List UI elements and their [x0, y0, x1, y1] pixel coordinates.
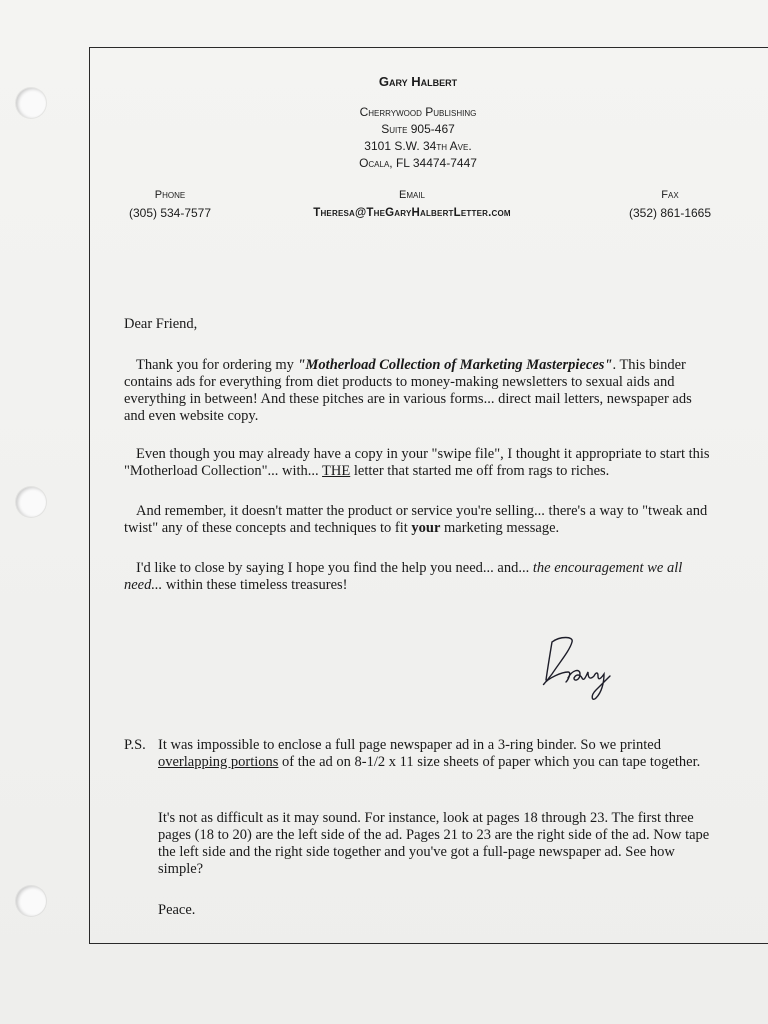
- paragraph-3: [124, 503, 716, 537]
- p3-your: your: [411, 520, 441, 536]
- phone-label: Phone: [154, 189, 186, 201]
- paragraph-2: [124, 446, 716, 480]
- ps1-text-a: It was impossible to enclose a full page newspaper ad in a 3-ring binder. So we printed: [158, 737, 661, 753]
- letterhead-name: Gary Halbert: [378, 74, 458, 89]
- signature: [538, 632, 628, 702]
- p4-text-b: within these timeless treasures!: [162, 577, 348, 593]
- contact-phone: [112, 186, 228, 222]
- ps-paragraph-1: [158, 737, 716, 771]
- company-name: Cherrywood Publishing: [359, 105, 477, 119]
- greeting: Dear Friend,: [124, 316, 198, 332]
- phone-value: (305) 534-7577: [128, 206, 212, 220]
- p4-text-a: I'd like to close by saying I hope you find the help you need... and...: [136, 560, 533, 576]
- ps1-underlined: overlapping portions: [158, 754, 279, 770]
- p3-text-b: marketing message.: [440, 520, 560, 536]
- binder-hole-middle: [16, 487, 46, 517]
- paragraph-4: [124, 560, 716, 594]
- ps1-text-b: of the ad on 8-1/2 x 11 size sheets of paper which you can tape together.: [278, 754, 701, 770]
- email-value: Theresa@TheGaryHalbertLetter.com: [313, 207, 511, 219]
- p2-the: THE: [322, 463, 351, 479]
- contact-fax: [612, 186, 728, 222]
- p1-text-b: . This binder contains ads for everything from diet products to money-making newsletters to sexual aids and everything in between! And these pitches are in various forms... direct mail letters, newspaper ads and even website copy.: [124, 357, 692, 424]
- address-street: 3101 S.W. 34th Ave.: [364, 139, 472, 153]
- collection-title: "Motherload Collection of Marketing Masterpieces": [297, 357, 613, 373]
- p1-text-a: Thank you for ordering my: [136, 357, 298, 373]
- binder-hole-bottom: [16, 886, 46, 916]
- ps-paragraph-2: It's not as difficult as it may sound. For instance, look at pages 18 through 23. The first three pages (18 to 20) are the left side of the ad. Pages 21 to 23 are the right side of the ad. Now tape the left side and the right side together and you've got a full-page newspaper ad. See how simple?: [158, 810, 710, 877]
- address-suite: Suite 905-467: [381, 122, 455, 136]
- contact-email: [282, 186, 542, 222]
- p2-text-b: letter that started me off from rags to riches.: [350, 463, 610, 479]
- address-city: Ocala, FL 34474-7447: [359, 156, 477, 170]
- p3-text-a: And remember, it doesn't matter the product or service you're selling... there's a way to "tweak and twist" any of these concepts and techniques to fit: [124, 503, 708, 536]
- letterhead-address: [0, 104, 768, 172]
- ps-label: P.S.: [124, 737, 146, 753]
- fax-label: Fax: [661, 189, 679, 201]
- email-label: Email: [398, 189, 425, 201]
- fax-value: (352) 861-1665: [628, 206, 712, 220]
- p4-italic: the encouragement we all need...: [124, 560, 683, 593]
- paragraph-1: [124, 357, 716, 425]
- p2-text-a: Even though you may already have a copy in your "swipe file", I thought it appropriate to start this "Motherload Collection"... with...: [124, 446, 710, 479]
- ps-closing: Peace.: [158, 902, 196, 918]
